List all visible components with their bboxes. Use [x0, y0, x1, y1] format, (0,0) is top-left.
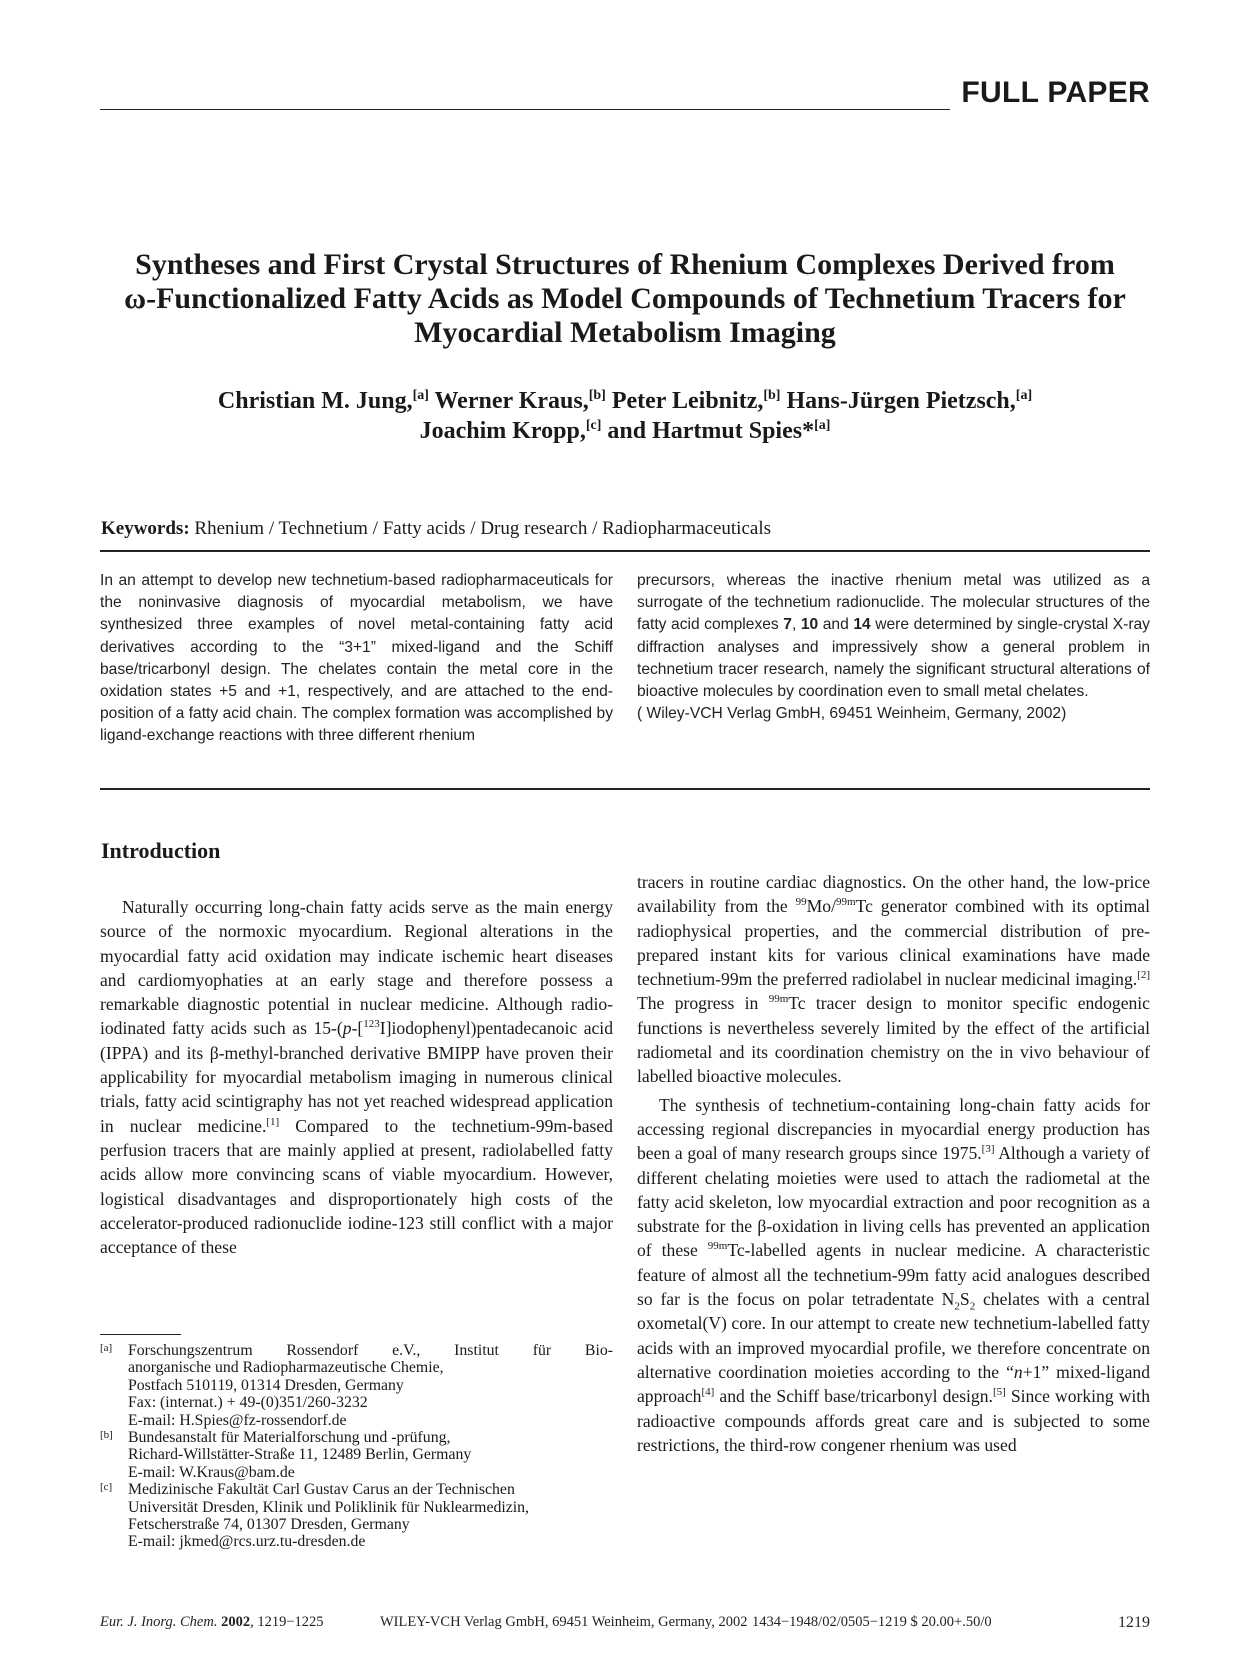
body-right-column — [637, 870, 1150, 1457]
footnote-line: Medizinische Fakultät Carl Gustav Carus an der Technischen — [128, 1481, 515, 1499]
text-run: Compared to the technetium-99m-based perfusion tracers that are mainly applied at present, radiolabelled fatty acids allow more convincing scans of viable myocardium. However, logistical disadvantages and disproportionately high costs of the accelerator-produced radionuclide iodine-123 still conflict with a major acceptance of these — [100, 1115, 613, 1258]
isotope-superscript: 99 — [795, 896, 807, 909]
author-name: Werner Kraus, — [428, 388, 589, 414]
footnote-mark: [b] — [100, 1429, 113, 1442]
footnote-c — [100, 1481, 613, 1551]
footnote-mark: [a] — [100, 1342, 113, 1354]
compound-number: 7 — [783, 616, 792, 634]
affiliation-mark: [a] — [814, 418, 831, 433]
abstract-bottom-rule — [100, 788, 1150, 790]
paper-title — [100, 248, 1150, 350]
text-run: Tc-labelled agents in nuclear medicine. A characteristic feature of almost all the technetium-99m fatty acid analogues described so far is the focus on polar tetradentate N — [637, 1240, 1150, 1310]
italic-text: p — [342, 1018, 352, 1039]
abstract-text: , — [791, 616, 801, 634]
compound-number: 14 — [853, 616, 871, 634]
section-label: FULL PAPER — [961, 76, 1150, 109]
keywords-label: Keywords: — [101, 518, 190, 539]
isotope-superscript: 123 — [363, 1018, 380, 1031]
text-run: The synthesis of technetium-containing long-chain fatty acids for accessing regional discrepancies in myocardial energy production has been a goal of many research groups since 1975. — [637, 1094, 1150, 1164]
title-line: ω-Functionalized Fatty Acids as Model Compounds of Technetium Tracers for — [124, 282, 1126, 315]
affiliation-mark: [a] — [412, 388, 429, 403]
text-run: Mo/ — [806, 896, 836, 917]
paragraph — [100, 895, 613, 1259]
title-line: Syntheses and First Crystal Structures of Rhenium Complexes Derived from — [135, 248, 1115, 281]
text-run: The progress in — [637, 993, 769, 1014]
citation: [2] — [1137, 969, 1150, 982]
isotope-superscript: 99m — [707, 1240, 728, 1253]
text-run: I]iodophenyl)pentadecanoic acid (IPPA) and its β-methyl-branched derivative BMIPP have proven their applicability for myocardial metabolism imaging in numerous clinical trials, fatty acid scintigraphy has not yet reached widespread application in nuclear medicine. — [100, 1018, 613, 1136]
compound-number: 10 — [800, 616, 819, 634]
author-name: and Hartmut Spies* — [601, 418, 815, 444]
author-line — [100, 416, 1150, 446]
text-run: Although a variety of different chelating moieties were used to attach the radiometal at the fatty acid skeleton, low myocardial extraction and poor recognition as a substrate for the β-oxidation in living cells has prevented an application of these — [637, 1143, 1150, 1261]
citation: [4] — [701, 1386, 715, 1399]
keywords — [101, 518, 1150, 540]
author-line — [100, 386, 1150, 416]
author-name: Joachim Kropp, — [419, 418, 586, 444]
journal-name: Eur. J. Inorg. Chem. — [100, 1614, 218, 1630]
author-name: Christian M. Jung, — [217, 388, 413, 414]
footnote-line: Forschungszentrum Rossendorf e.V., Institut für Bio- — [128, 1342, 613, 1359]
footnote-mark: [c] — [100, 1481, 113, 1494]
paragraph — [637, 870, 1150, 1089]
publisher-line: WILEY-VCH Verlag GmbH, 69451 Weinheim, Germany, 2002 — [380, 1614, 748, 1630]
footnote-line: Richard-Willstätter-Straße 11, 12489 Berlin, Germany — [128, 1446, 472, 1464]
affiliation-mark: [b] — [763, 388, 781, 403]
text-run: tracers in routine cardiac diagnostics. On the other hand, the low-price availability from the — [637, 872, 1150, 917]
text-run: Since working with radioactive compounds affords great care and is subjected to some restrictions, the third-row congener rhenium was used — [637, 1386, 1150, 1455]
text-run: Tc tracer design to monitor specific endogenic functions is nevertheless severely limited by the effect of the artificial radiometal and its coordination chemistry on the in vivo behaviour of labelled bioactive molecules. — [637, 993, 1150, 1087]
text-run: chelates with a central oxometal(V) core. In our attempt to create new technetium-labelled fatty acids with an improved myocardial profile, we therefore concentrate on alternative coordination moieties according to the “ — [637, 1289, 1150, 1382]
italic-text: n — [1013, 1361, 1023, 1382]
text-run: Tc generator combined with its optimal radiophysical properties, and the commercial distribution of pre-prepared instant kits for various clinical examinations have made technetium-99m the preferred radiolabel in nuclear medicinal imaging. — [637, 896, 1150, 990]
text-run: Naturally occurring long-chain fatty acids serve as the main energy source of the normoxic myocardium. Regional alterations in the myocardial fatty acid oxidation may indicate ischemic heart diseases and cardiomyophaties at an early stage and therefore possess a remarkable diagnostic potential in nuclear medicine. Although radio-iodinated fatty acids such as 15-( — [100, 897, 613, 1039]
journal-year: 2002 — [217, 1614, 251, 1630]
text-run: -[ — [351, 1018, 364, 1039]
copyright-notice: ( Wiley-VCH Verlag GmbH, 69451 Weinheim, Germany, 2002) — [637, 705, 1067, 723]
abstract-right-column — [637, 570, 1150, 725]
journal-pages: , 1219−1225 — [250, 1614, 324, 1630]
text-run: and the Schiff base/tricarbonyl design. — [714, 1386, 993, 1407]
author-list — [100, 386, 1150, 446]
footnote-line: Fax: (internat.) + 49-(0)351/260-3232 — [128, 1394, 368, 1412]
affiliation-mark: [b] — [588, 388, 606, 403]
author-name: Hans-Jürgen Pietzsch, — [780, 388, 1016, 414]
citation: [5] — [992, 1386, 1006, 1399]
citation: [3] — [981, 1143, 995, 1156]
affiliation-mark: [c] — [585, 418, 602, 433]
footnote-email: E-mail: H.Spies@fz-rossendorf.de — [128, 1411, 347, 1429]
isotope-superscript: 99m — [768, 993, 789, 1006]
footnote-email: E-mail: jkmed@rcs.urz.tu-dresden.de — [128, 1533, 366, 1551]
footnote-line: Bundesanstalt für Materialforschung und -prüfung, — [128, 1429, 451, 1447]
footnote-line: Universität Dresden, Klinik und Poliklinik für Nuklearmedizin, — [128, 1498, 529, 1516]
footnote-b — [100, 1429, 613, 1481]
abstract-top-rule — [100, 550, 1150, 552]
affiliation-mark: [a] — [1015, 388, 1033, 403]
abstract-text: were determined by single-crystal X-ray diffraction analyses and impressively show a general problem in technetium tracer research, namely the significant structural alterations of bioactive molecules by coordination even to small metal chelates. — [637, 616, 1150, 701]
body-left-column — [100, 895, 613, 1259]
abstract-text: precursors, whereas the inactive rhenium metal was utilized as a surrogate of the technetium radionuclide. The molecular structures of the fatty acid complexes — [637, 572, 1150, 634]
citation: [1] — [266, 1115, 280, 1128]
subscript: 2 — [969, 1300, 976, 1313]
article-code: 1434−1948/02/0505−1219 $ 20.00+.50/0 — [752, 1614, 992, 1630]
header-rule — [100, 109, 950, 110]
text-run: S — [959, 1289, 970, 1310]
paragraph — [637, 1093, 1150, 1457]
footnote-email: E-mail: W.Kraus@bam.de — [128, 1463, 295, 1481]
footnote-a — [100, 1342, 613, 1429]
journal-citation — [100, 1614, 324, 1631]
abstract-text: and — [818, 616, 854, 634]
title-line: Myocardial Metabolism Imaging — [414, 316, 836, 349]
affiliation-footnotes — [100, 1342, 613, 1551]
subscript: 2 — [954, 1300, 960, 1313]
footnote-line: anorganische und Radiopharmazeutische Chemie, — [128, 1359, 444, 1377]
footnote-line: Fetscherstraße 74, 01307 Dresden, Germany — [128, 1516, 410, 1534]
isotope-superscript: 99m — [835, 896, 856, 909]
section-heading-introduction: Introduction — [101, 838, 221, 863]
page-number: 1219 — [1118, 1614, 1150, 1631]
abstract-text: In an attempt to develop new technetium-based radiopharmaceuticals for the noninvasive diagnosis of myocardial metabolism, we have synthesized three examples of novel metal-containing fatty acid derivatives according to the “3+1” mixed-ligand and the Schiff base/tricarbonyl design. The chelates contain the metal core in the oxidation states +5 and +1, respectively, and are attached to the end-position of a fatty acid chain. The complex formation was accomplished by ligand-exchange reactions with three different rhenium — [100, 572, 613, 745]
author-name: Peter Leibnitz, — [605, 388, 764, 414]
footnote-line: Postfach 510119, 01314 Dresden, Germany — [128, 1376, 404, 1394]
text-run: +1” mixed-ligand approach — [637, 1361, 1150, 1407]
abstract-left-column — [100, 570, 613, 748]
running-header — [100, 74, 1150, 114]
footnote-rule — [100, 1334, 181, 1335]
keywords-text: Rhenium / Technetium / Fatty acids / Drug research / Radiopharmaceuticals — [189, 518, 772, 539]
